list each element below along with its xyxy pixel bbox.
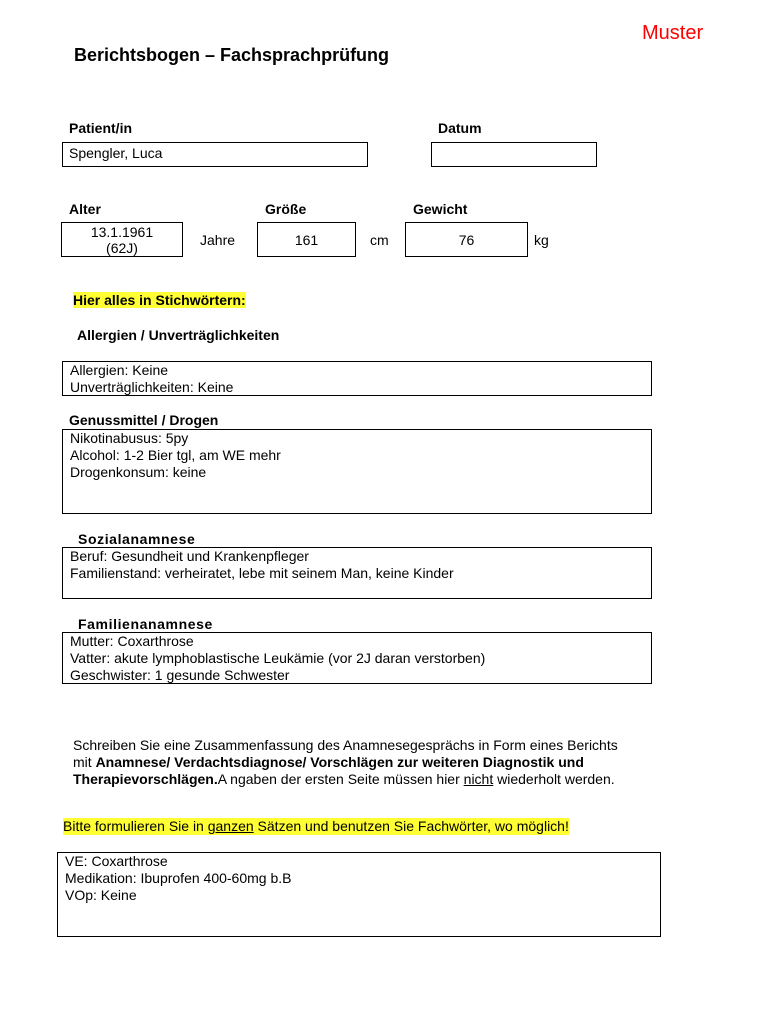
genussmittel-line: Nikotinabusus: 5py: [70, 430, 189, 446]
sozial-field[interactable]: [62, 547, 652, 599]
sozial-line: Beruf: Gesundheit und Krankenpfleger: [70, 548, 309, 564]
familie-line: Mutter: Coxarthrose: [70, 633, 194, 649]
instruction-bold: Anamnese/ Verdachtsdiagnose/ Vorschlägen zur weiteren Diagnostik und Therapievorschlägen.: [73, 754, 584, 787]
alter-field[interactable]: [61, 222, 183, 257]
familie-line: Vatter: akute lymphoblastische Leukämie (vor 2J daran verstorben): [70, 650, 486, 666]
alter-label: Alter: [69, 201, 101, 217]
allergien-label: Allergien / Unverträglichkeiten: [77, 327, 280, 343]
sozial-label: Sozialanamnese: [78, 531, 196, 547]
datum-label: Datum: [438, 120, 482, 136]
stichwort-note: Hier alles in Stichwörtern:: [73, 292, 246, 308]
instruction-text: A ngaben der ersten Seite müssen hier: [217, 771, 464, 787]
patient-label: Patient/in: [69, 120, 133, 136]
instruction-paragraph: [73, 737, 633, 788]
patient-field[interactable]: Spengler, Luca: [62, 142, 368, 167]
instruction-underline: nicht: [463, 771, 494, 787]
familie-label: Familienanamnese: [78, 616, 213, 632]
instruction-text: Schreiben Sie eine Zusammenfassung des Anamnesegesprächs in Form eines Berichts mit: [73, 737, 618, 770]
familie-line: Geschwister: 1 gesunde Schwester: [70, 667, 290, 683]
allergien-field[interactable]: [62, 361, 652, 396]
instruction-text: wiederholt werden.: [493, 771, 615, 787]
gewicht-unit: kg: [534, 232, 549, 248]
bericht-line: Medikation: Ibuprofen 400-60mg b.B: [65, 870, 292, 886]
familie-field[interactable]: [62, 632, 652, 684]
allergien-line: Unverträglichkeiten: Keine: [70, 379, 234, 395]
alter-date: 13.1.1961: [90, 224, 154, 240]
groesse-unit: cm: [370, 232, 389, 248]
genussmittel-field[interactable]: [62, 429, 652, 514]
notice-underline: ganzen: [207, 818, 254, 834]
notice-text: Sätzen und benutzen Sie Fachwörter, wo möglich!: [253, 818, 569, 834]
genussmittel-line: Drogenkonsum: keine: [70, 464, 207, 480]
bericht-field[interactable]: [57, 852, 661, 937]
bericht-line: VOp: Keine: [65, 887, 137, 903]
alter-unit: Jahre: [200, 232, 236, 248]
sozial-line: Familienstand: verheiratet, lebe mit seinem Man, keine Kinder: [70, 565, 454, 581]
muster-stamp: Muster: [642, 22, 704, 44]
notice-text: Bitte formulieren Sie in: [63, 818, 208, 834]
allergien-line: Allergien: Keine: [70, 362, 169, 378]
genussmittel-line: Alcohol: 1-2 Bier tgl, am WE mehr: [70, 447, 281, 463]
datum-field[interactable]: [431, 142, 597, 167]
groesse-label: Größe: [265, 201, 307, 217]
gewicht-field[interactable]: 76: [405, 222, 528, 257]
alter-years: (62J): [106, 240, 138, 256]
groesse-field[interactable]: 161: [257, 222, 356, 257]
bericht-line: VE: Coxarthrose: [65, 853, 168, 869]
notice-banner: [63, 818, 569, 835]
genussmittel-label: Genussmittel / Drogen: [69, 412, 219, 428]
page-title: Berichtsbogen – Fachsprachprüfung: [74, 45, 390, 65]
gewicht-label: Gewicht: [413, 201, 468, 217]
